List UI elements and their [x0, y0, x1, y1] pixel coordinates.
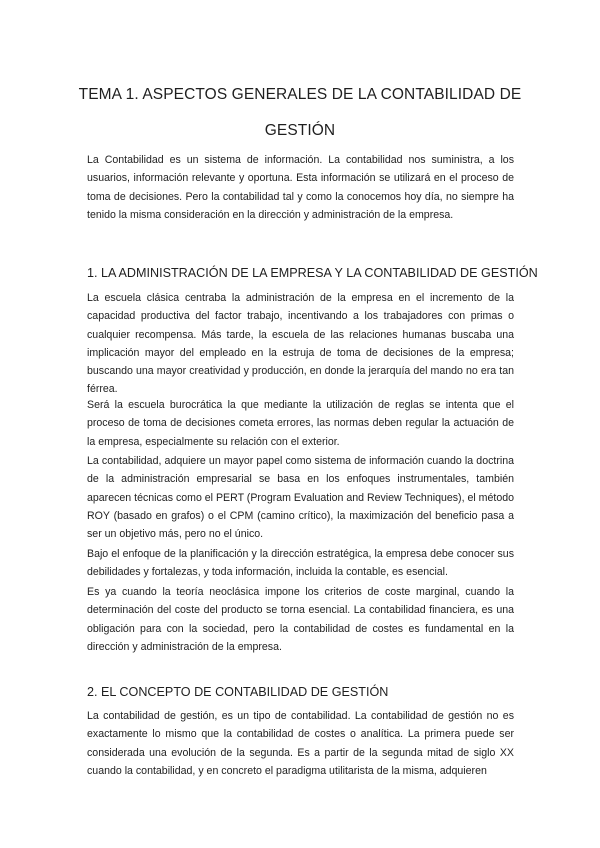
section-2-heading: 2. EL CONCEPTO DE CONTABILIDAD DE GESTIÓN — [87, 685, 389, 699]
section-1-paragraph-1: La escuela clásica centraba la administración de la empresa en el incremento de la capacidad productiva del factor trabajo, incentivando a los trabajadores con primas o cualquier recompensa. Más tarde, la escuela de las relaciones humanas buscaba una implicación mayor del empleado en la estruja de toma de decisiones de la empresa; buscando una mayor creatividad y producción, en donde la jerarquía del mando no era tan férrea. — [87, 292, 514, 396]
section-1-paragraph-5: Es ya cuando la teoría neoclásica impone los criterios de coste marginal, cuando la determinación del coste del producto se torna esencial. La contabilidad financiera, es una obligación para con la sociedad, pero la contabilidad de costes es fundamental en la dirección y administración de la empresa. — [87, 586, 514, 653]
section-1-paragraph-2: Será la escuela burocrática la que mediante la utilización de reglas se intenta que el proceso de toma de decisiones cometa errores, las normas deben regular la actuación de la empresa, especialmente su relación con el exterior. — [87, 399, 514, 448]
intro-paragraph: La Contabilidad es un sistema de información. La contabilidad nos suministra, a los usuarios, información relevante y oportuna. Esta información se utilizará en el proceso de toma de decisiones. Pero la contabilidad tal y como la conocemos hoy día, no siempre ha tenido la misma consideración en la dirección y administración de la empresa. — [87, 154, 514, 221]
section-1-paragraph-3: La contabilidad, adquiere un mayor papel como sistema de información cuando la doctrina de la administración empresarial se basa en los enfoques instrumentales, también aparecen técnicas como el PERT (Program Evaluation and Review Techniques), el método ROY (basado en grafos) o el CPM (camino crítico), la maximización del beneficio pasa a ser un objetivo más, pero no el único. — [87, 455, 514, 541]
section-2-paragraph-1: La contabilidad de gestión, es un tipo de contabilidad. La contabilidad de gestión no es exactamente lo mismo que la contabilidad de costes o analítica. La primera puede ser considerada una evolución de la segunda. Es a partir de la segunda mitad de siglo XX cuando la contabilidad, y en concreto el paradigma utilitarista de la misma, adquieren — [87, 710, 514, 777]
document-title: TEMA 1. ASPECTOS GENERALES DE LA CONTABILIDAD DE GESTIÓN — [78, 86, 522, 139]
section-1-heading: 1. LA ADMINISTRACIÓN DE LA EMPRESA Y LA CONTABILIDAD DE GESTIÓN — [87, 266, 538, 280]
section-1-paragraph-4: Bajo el enfoque de la planificación y la dirección estratégica, la empresa debe conocer sus debilidades y fortalezas, y toda información, incluida la contable, es esencial. — [87, 548, 514, 579]
